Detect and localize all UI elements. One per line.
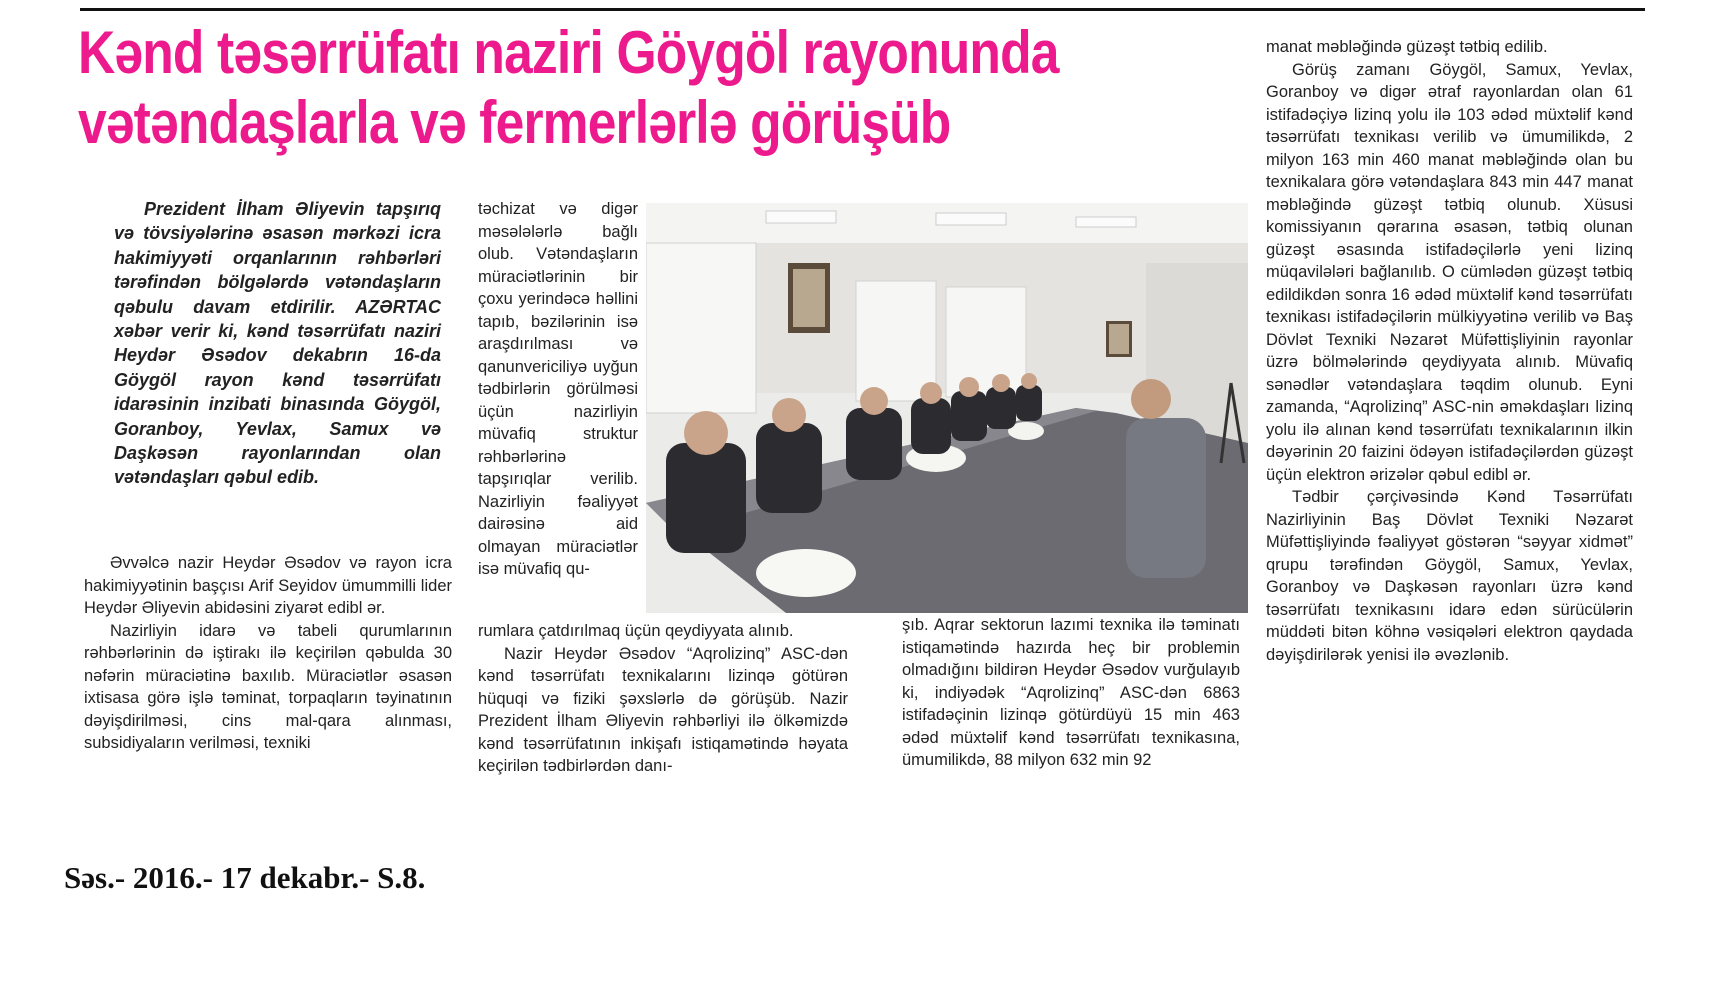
paragraph: Əvvəlcə nazir Heydər Əsədov və rayon icra hakimiyyətinin başçısı Arif Seyidov ümummilli lider Heydər Əliyevin abidəsini ziyarət edibl ər. <box>84 554 452 617</box>
source-citation: Səs.- 2016.- 17 dekabr.- S.8. <box>64 860 426 895</box>
article-column-2-continued <box>478 620 848 778</box>
paragraph: Görüş zamanı Göygöl, Samux, Yevlax, Goranboy və digər ətraf rayonlardan olan 61 istifadəçiyə lizinq yolu ilə 103 ədəd müxtəlif kənd təsərrüfatı texnikası verilib və ümumilikdə, 2 milyon 163 min 460 manat məbləğində olan bu texnikalara görə vətəndaşlara 843 min 447 manat məbləğində güzəşt tətbiq olunub. Xüsusi komissiyanın qərarına əsasən, tətbiq olunan güzəşt əsasında istifadəçilərlə yeni lizinq müqavilələri bağlanılıb. O cümlədən güzəşt tətbiq edildikdən sonra 16 ədəd müxtəlif kənd təsərrüfatı texnikası istifadəçilərin mülkiyyətinə verilib və Baş Dövlət Texniki Nəzarət Müfəttişliyinin rayonlar üzrə bölmələrində qeydiyyata alınıb. Müvafiq sənədlər vətəndaşlara təqdim olunub. Eyni zamanda, “Aqrolizinq” ASC-nin əməkdaşları lizinq yolu ilə alınan kənd təsərrüfatı texnikalarının ilkin dəyərinin 20 faizini ödəyən istifadəçilərdən güzəşt üçün elektron ərizələr qəbul edibl ər. <box>1266 60 1633 484</box>
paragraph: rumlara çatdırılmaq üçün qeydiyyata alınıb. <box>478 622 794 640</box>
article-column-2 <box>478 198 638 581</box>
meeting-photo-illustration <box>646 203 1248 613</box>
article-lead: Prezident İlham Əliyevin tapşırıq və tövsiyələrinə əsasən mərkəzi icra hakimiyyəti orqanlarının rəhbərləri tərəfindən bölgələrdə vətəndaşların qəbulu davam etdirilir. AZƏRTAC xəbər verir ki, kənd təsərrüfatı naziri Heydər Əsədov dekabrın 16-da Göygöl rayon kənd təsərrüfatı idarəsinin inzibati binasında Göygöl, Goranboy, Yevlax, Samux və Daşkəsən rayonlarından olan vətəndaşları qəbul edib. <box>114 199 441 488</box>
top-rule <box>80 8 1645 11</box>
paragraph: Tədbir çərçivəsində Kənd Təsərrüfatı Nazirliyinin Baş Dövlət Texniki Nəzarət Müfəttişliyində fəaliyyət göstərən “səyyar xidmət” qrupu tərəfindən Göygöl, Samux, Yevlax, Goranboy və Daşkəsən rayonları üzrə kənd təsərrüfatı texnikasını idarə edən sürücülərin müddəti bitən köhnə vəsiqələri elektron qaydada dəyişdirilərək yenisi ilə əvəzlənib. <box>1266 488 1633 664</box>
paragraph: Nazir Heydər Əsədov “Aqrolizinq” ASC-dən kənd təsərrüfatı texnikalarını lizinqə götürən hüquqi və fiziki şəxslərlə də görüşüb. Nazir Prezident İlham Əliyevin rəhbərliyi ilə ölkəmizdə kənd təsərrüfatının inkişafı istiqamətində həyata keçirilən tədbirlərdən danı- <box>478 644 848 775</box>
paragraph: təchizat və digər məsələlərlə bağlı olub. Vətəndaşların müraciətlərinin bir çoxu yerindəcə həllini tapıb, bəzilərinin isə araşdırılması və qanunvericiliyə uyğun tədbirlərin görülməsi üçün nazirliyin müvafiq struktur rəhbərlərinə tapşırıqlar verilib. Nazirliyin fəaliyyət dairəsinə aid olmayan müraciətlər isə müvafiq qu- <box>478 200 638 578</box>
article-headline: Kənd təsərrüfatı naziri Göygöl rayonunda vətəndaşlarla və fermerlərlə görüşüb <box>78 19 1059 156</box>
article-column-3 <box>902 614 1240 772</box>
paragraph: Nazirliyin idarə və tabeli qurumlarının rəhbərlərinin də iştirakı ilə keçirilən qəbulda 30 nəfərin müraciətinə baxılıb. Müraciətlər əsasən ixtisasa görə işlə təminat, torpaqların təyinatının dəyişdirilməsi, cins mal-qara alınması, subsidiyaların verilməsi, texniki <box>84 621 452 752</box>
article-column-4 <box>1266 36 1633 666</box>
meeting-photo <box>646 203 1248 613</box>
article-column-1 <box>84 552 452 755</box>
paragraph: manat məbləğində güzəşt tətbiq edilib. <box>1266 38 1548 56</box>
paragraph: şıb. Aqrar sektorun lazımi texnika ilə təminatı istiqamətində hazırda heç bir problemin olmadığını bildirən Heydər Əsədov vurğulayıb ki, indiyədək “Aqrolizinq” ASC-dən 6863 istifadəçinin lizinqə götürdüyü 15 min 463 ədəd müxtəlif kənd təsərrüfatı texnikasına, ümumilikdə, 88 milyon 632 min 92 <box>902 616 1240 769</box>
